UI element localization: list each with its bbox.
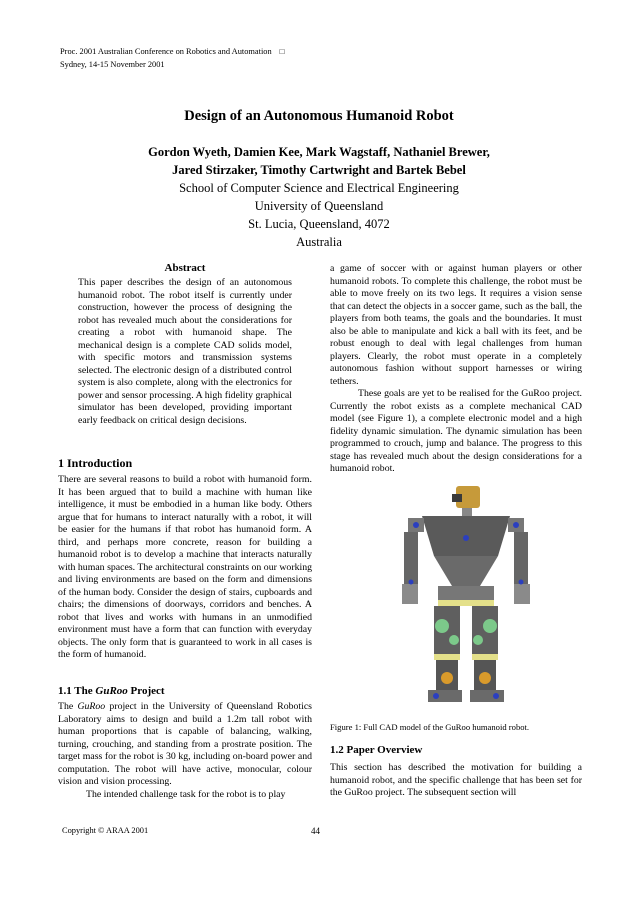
robot-joint: [413, 522, 419, 528]
author-block: [0, 143, 638, 251]
paper-title: Design of an Autonomous Humanoid Robot: [184, 108, 454, 124]
robot-left-arm: [404, 532, 418, 584]
robot-joint: [463, 535, 469, 541]
figure-caption: Figure 1: Full CAD model of the GuRoo humanoid robot.: [330, 722, 530, 732]
p1-prefix: The: [58, 701, 78, 712]
robot-joint: [433, 693, 439, 699]
robot-battery: [438, 600, 494, 606]
robot-joint: [409, 580, 414, 585]
footer-copyright: Copyright © ARAA 2001: [62, 826, 149, 835]
section-1-1-heading-prefix: 1.1 The: [58, 685, 96, 697]
section-1-1-p2-left: The intended challenge task for the robot is to play: [86, 788, 286, 800]
robot-hips: [438, 586, 494, 600]
p1-rest: project in the University of Queensland Robotics Laboratory aims to design and build a 1.2m tall robot with human proportions that is capable of balancing, walking, turning, crouching, and standing from a prostrate position. The target mass for the robot is 30 kg, including on-board power and computation. The robot will have active, monocular, colour vision and vision processing.: [58, 701, 312, 787]
section-1-1-p3: These goals are yet to be realised for the GuRoo project. Currently the robot exists as a complete mechanical CAD model (see Figure 1), a complete electronic model and a high fidelity dynamic simulation. The dynamic simulation has been programmed to crouch, jump and balance. The progress to this stage has revealed much about the design considerations for a humanoid robot.: [330, 388, 582, 474]
affiliation-1: School of Computer Science and Electrical Engineering: [179, 181, 459, 195]
abstract-heading: Abstract: [164, 262, 206, 274]
robot-right-arm: [514, 532, 528, 584]
authors-line2: Jared Stirzaker, Timothy Cartwright and Bartek Bebel: [172, 163, 466, 177]
section-1-2-heading: 1.2 Paper Overview: [330, 744, 423, 756]
right-column-text: [330, 263, 582, 476]
robot-abdomen: [434, 556, 498, 586]
robot-joint: [519, 580, 524, 585]
affiliation-3: St. Lucia, Queensland, 4072: [248, 217, 390, 231]
section-1-2-text: This section has described the motivation for building a humanoid robot, and the specific challenge that has been set for the GuRoo project. The subsequent section will: [330, 762, 582, 798]
robot-left-knee-plate: [434, 654, 460, 660]
header-box: □: [279, 47, 285, 56]
header-line2: Sydney, 14-15 November 2001: [60, 60, 165, 69]
authors-line1: Gordon Wyeth, Damien Kee, Mark Wagstaff, Nathaniel Brewer,: [148, 145, 490, 159]
section-1-1-heading-suffix: Project: [127, 685, 165, 697]
robot-neck: [462, 508, 472, 516]
header-line1: Proc. 2001 Australian Conference on Robotics and Automation: [60, 47, 272, 56]
affiliation-4: Australia: [296, 235, 342, 249]
robot-motor: [435, 619, 449, 633]
section-1-text: There are several reasons to build a robot with humanoid form. It has been argued that to build a machine with human like intelligence, it must be embodied in a human like body. Others argue that for humans to interact naturally with a robot, it will be easier for the humans if that robot has humanoid form. A third, and perhaps more concrete, reason for building a humanoid robot is to develop a machine that interacts naturally with human spaces. The architectural constraints on our working and living environments are based on the form and dimensions of the human body. Consider the design of stairs, cupboards and chairs; the dimensions of doorways, corridors and benches. A robot that lives and works with humans in an unmodified environment must have a form that can function with everyday objects. The only form that is guaranteed to work in all cases is the form of humanoid.: [58, 474, 312, 660]
robot-motor: [449, 635, 459, 645]
p1-em: GuRoo: [77, 701, 106, 712]
section-1-1-p2-right: a game of soccer with or against human players or other humanoid robots. To complete this challenge, the robot must be able to move freely on its two legs. It requires a vision sense that can detect the objects in a soccer game, such as the ball, the players from both teams, the goals and the boundaries. It must also be able to manipulate and kick a ball with its feet, and be robust enough to deal with legal challenges from human players. Clearly, the robot must operate in a completely autonomous fashion without support harnesses or wiring tethers.: [330, 263, 582, 387]
robot-joint: [493, 693, 499, 699]
section-1-1-p1: [58, 701, 312, 789]
robot-cad-figure: [390, 478, 540, 710]
section-1-1-heading-em: GuRoo: [95, 685, 128, 697]
robot-ankle: [441, 672, 453, 684]
section-1-heading: 1 Introduction: [58, 456, 133, 470]
running-header: [60, 45, 285, 71]
robot-camera: [452, 494, 462, 502]
robot-right-hand: [514, 584, 530, 604]
abstract-text: This paper describes the design of an autonomous humanoid robot. The robot itself is currently under construction, however the process of designing the robot has revealed much about the considerations for creating a robot with humanoid shape. The mechanical design is a complete CAD solids model, with specific motors and transmission systems selected. The electronic design of a distributed control system is also complete, along with the electronics for power and sensor processing. A high fidelity graphical simulator has been developed, providing important early feedback on critical design decisions.: [78, 277, 292, 426]
robot-ankle: [479, 672, 491, 684]
robot-joint: [513, 522, 519, 528]
section-1-1-text: [58, 701, 312, 801]
robot-left-hand: [402, 584, 418, 604]
robot-right-knee-plate: [472, 654, 498, 660]
affiliation-2: University of Queensland: [254, 199, 384, 213]
robot-motor: [473, 635, 483, 645]
page-number: 44: [311, 826, 320, 836]
section-1-1-heading: [58, 685, 165, 697]
robot-motor: [483, 619, 497, 633]
